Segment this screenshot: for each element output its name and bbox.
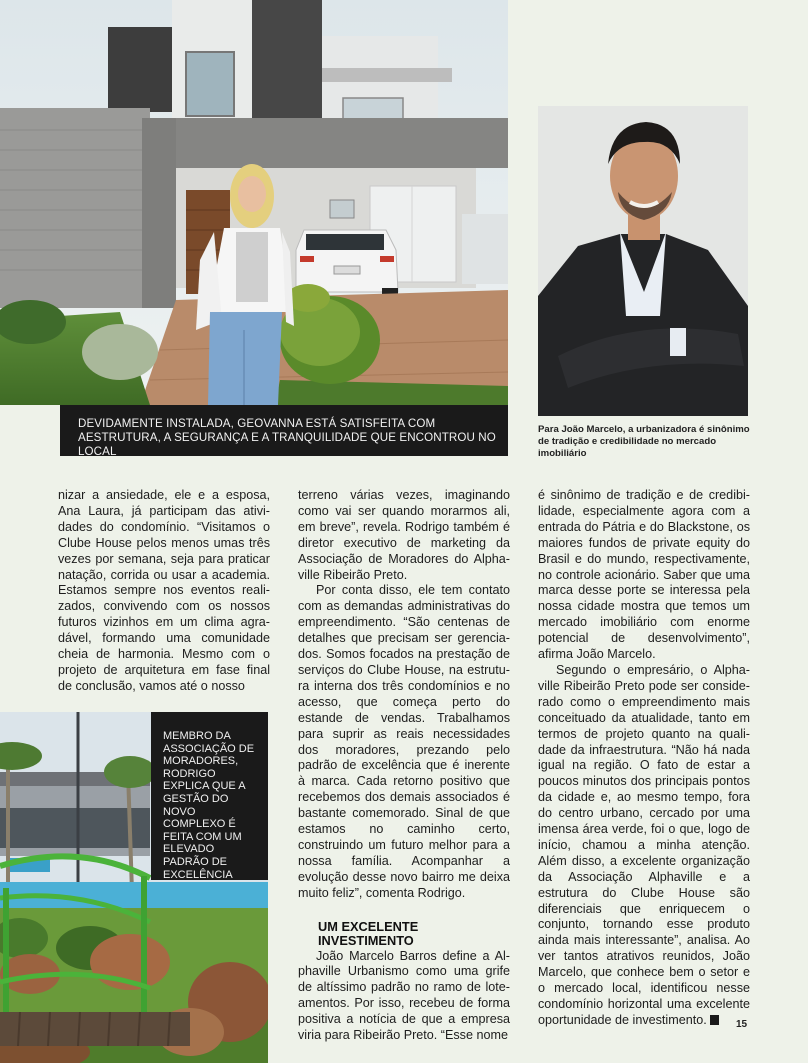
house-photo bbox=[0, 0, 508, 405]
page-number: 15 bbox=[736, 1019, 748, 1030]
portrait-photo bbox=[538, 106, 748, 416]
article-column-1 bbox=[58, 488, 270, 695]
article-paragraph: é sinônimo de tradição e de credibilidade, especialmente agora com a entrada do Pátria e do Blackstone, os maiores fundos de private equity do Brasil e do mundo, respectivamente, no controle acionário. Saber que uma marca desse porte se interessa pela nossa cidade mostra que temos um mercado imobiliário com enorme potencial de desenvolvimento”, afirma João Marcelo. bbox=[538, 488, 750, 662]
article-paragraph: nizar a ansiedade, ele e a esposa, Ana Laura, já participam das atividades do condomínio. “Visitamos o Clube House pelos menos umas três vezes por semana, seja para praticar natação, corrida ou usar a academia. Estamos sempre nos eventos realizados, convivendo com os nossos futuros vizinhos em um clima agradável, formando uma comunidade cheia de harmonia. Mesmo com o projeto de arquitetura em fase final de conclusão, vamos até o nosso bbox=[58, 488, 270, 693]
end-of-article-icon bbox=[710, 1015, 719, 1025]
portrait-photo-caption: Para João Marcelo, a urbanizadora é sinônimo de tradição e credibilidade no mercado imobiliário bbox=[538, 424, 750, 459]
article-column-2 bbox=[298, 488, 510, 1044]
article-paragraph: Segundo o empresário, o Alphaville Ribeirão Preto pode ser considerado como o empreendimento mais conceituado da atualidade, tanto em termos de projeto quanto na qualidade da infraestrutura. “Não há nada igual na região. O fato de estar a poucos minutos dos principais pontos da cidade e, ao mesmo tempo, fora do centro urbano, cercado por uma imensa área verde, foi o que, logo de início, chamou a minha atenção. Além disso, a excelente organização da Associação Alphaville e a estrutura do Clube House são diferenciais que enriquecem o conjunto, tornando esse produto ainda mais interessante”, analisa. Ao ver tantos atrativos reunidos, João Marcelo, que conhece bem o setor e o mercado local, identificou nesse condomínio horizontal uma excelente oportunidade de investimento. bbox=[538, 662, 750, 1027]
article-paragraph: João Marcelo Barros define a Alphaville Urbanismo como uma grife de altíssimo padrão no ramo de loteamentos. Por isso, recebeu de forma positiva a notícia de que a empresa viria para Ribeirão Preto. “Esse nome bbox=[298, 948, 510, 1043]
house-photo-caption: DEVIDAMENTE INSTALADA, GEOVANNA ESTÁ SATISFEITA COM AESTRUTURA, A SEGURANÇA E A TRANQUILIDADE QUE ENCONTROU NO LOCAL bbox=[60, 405, 508, 456]
pool-photo-caption: MEMBRO DA ASSOCIAÇÃO DE MORADORES, RODRIGO EXPLICA QUE A GESTÃO DO NOVO COMPLEXO É FEITA COM UM ELEVADO PADRÃO DE EXCELÊNCIA bbox=[151, 712, 268, 880]
article-paragraph: Por conta disso, ele tem contato com as demandas administrativas do empreendimento. “São centenas de detalhes que precisam ser gerenciados. Somos focados na prestação de serviços do Clube House, na estrutura interna dos três condomínios e no acesso, que começa perto do estande de vendas. Trabalhamos para suprir as reais necessidades dos moradores, prezando pelo padrão de excelência que é inerente à marca. Cada retorno positivo que recebemos dos demais associados é bastante comemorado. Sinal de que estamos no caminho certo, construindo um futuro melhor para a nossa família. Acompanhar a evolução desse novo bairro me deixa muito feliz”, comenta Rodrigo. bbox=[298, 583, 510, 900]
article-column-3 bbox=[538, 488, 750, 1029]
article-paragraph: terreno várias vezes, imaginando como vai ser quando morarmos ali, em breve”, revela. Rodrigo também é diretor executivo de marketing da Associação de Moradores do Alphaville Ribeirão Preto. bbox=[298, 488, 510, 582]
section-heading: UM EXCELENTE INVESTIMENTO bbox=[318, 918, 419, 949]
